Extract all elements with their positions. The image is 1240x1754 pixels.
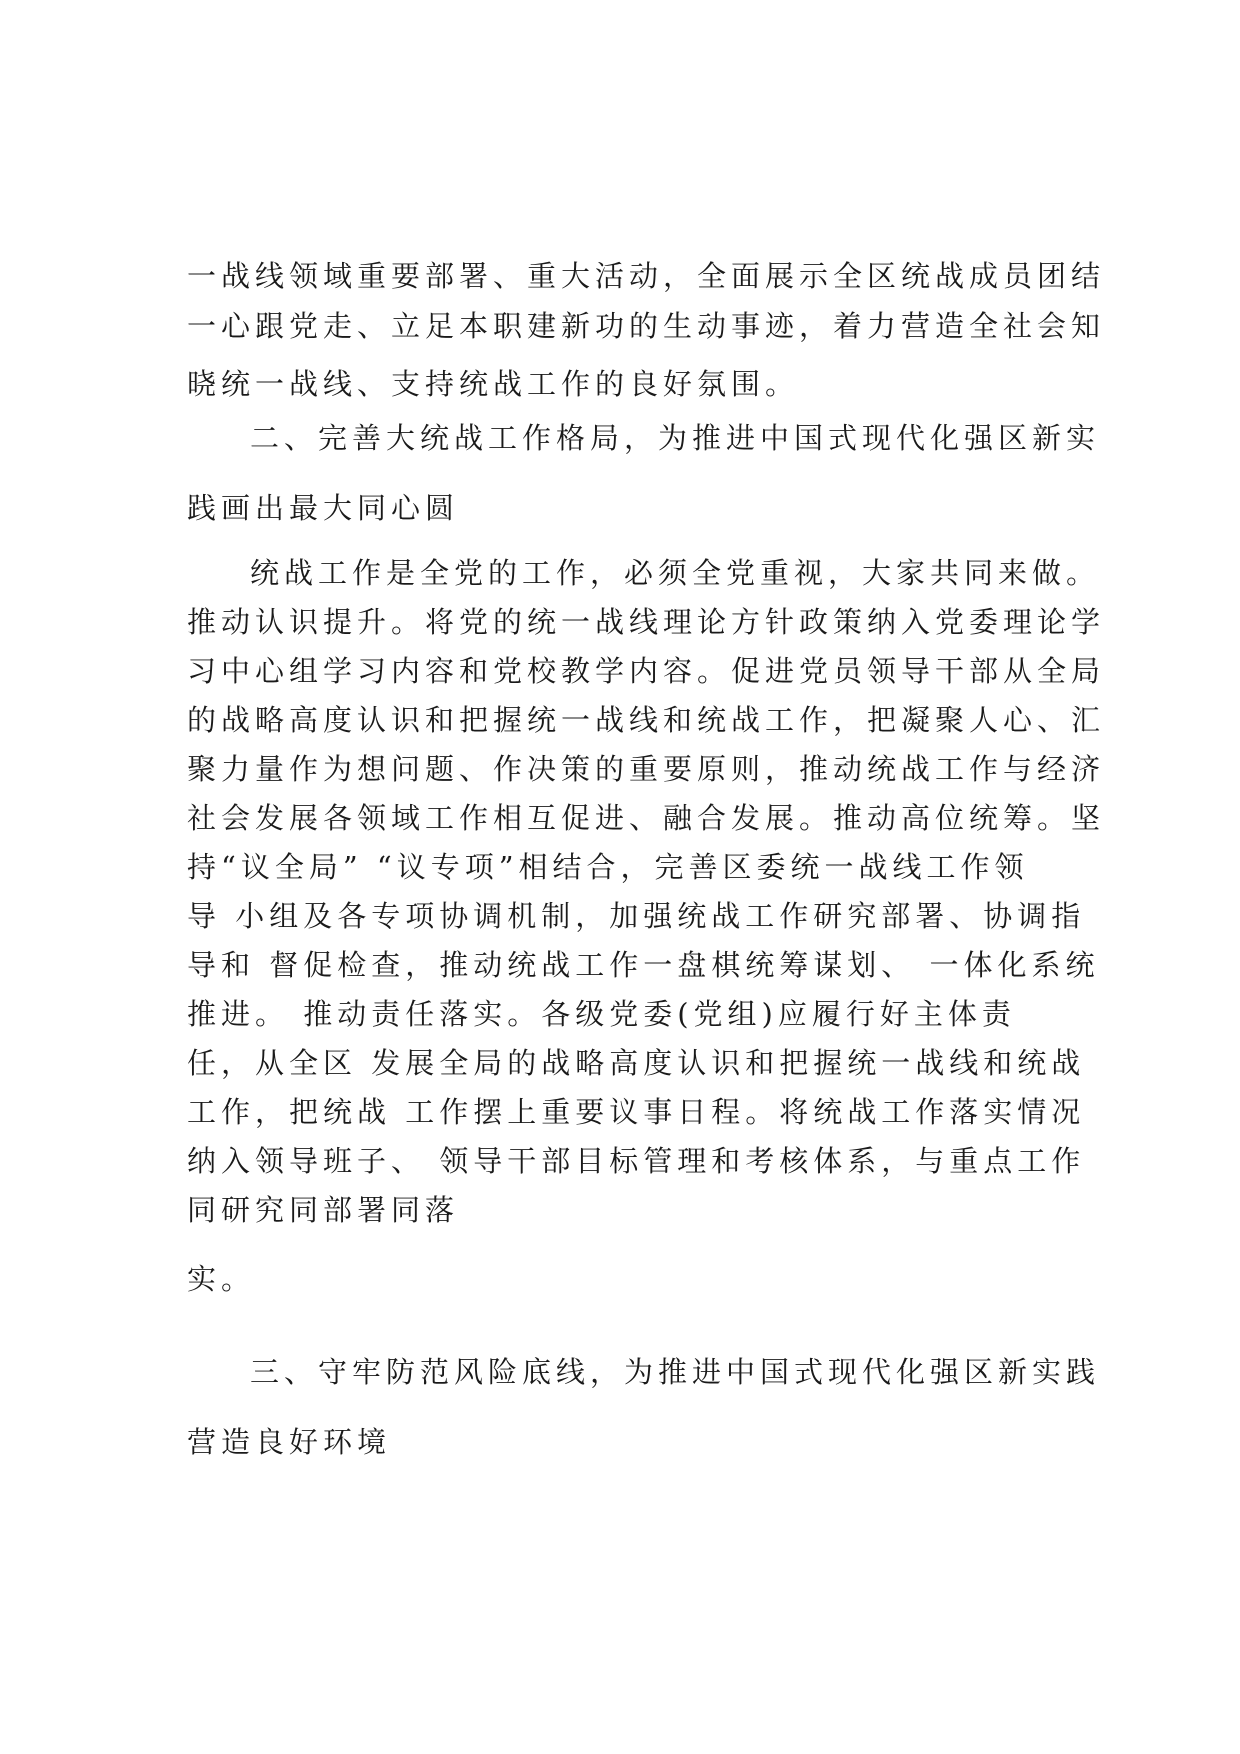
text-line: 同研究同部署同落	[187, 1193, 460, 1227]
paragraph-first-line: 统战工作是全党的工作，必须全党重视，大家共同来做。	[250, 556, 1101, 590]
text-line: 持“议全局” “议专项”相结合，完善区委统一战线工作领	[187, 850, 1029, 884]
text-line: 推动认识提升。将党的统一战线理论方针政策纳入党委理论学	[187, 605, 1106, 639]
text-line: 一战线领域重要部署、重大活动，全面展示全区统战成员团结	[187, 259, 1106, 293]
text-line: 的战略高度认识和把握统一战线和统战工作，把凝聚人心、汇	[187, 703, 1106, 737]
text-line: 实。	[187, 1262, 256, 1296]
text-line: 导和 督促检查，推动统战工作一盘棋统筹谋划、 一体化系统	[187, 948, 1100, 982]
text-line: 推进。 推动责任落实。各级党委(党组)应履行好主体责	[187, 997, 1016, 1031]
text-line: 聚力量作为想问题、作决策的重要原则，推动统战工作与经济	[187, 752, 1106, 786]
section-heading: 三、守牢防范风险底线，为推进中国式现代化强区新实践	[250, 1355, 1101, 1389]
text-line: 社会发展各领域工作相互促进、融合发展。推动高位统筹。坚	[187, 801, 1106, 835]
section-heading-continuation: 营造良好环境	[187, 1425, 392, 1459]
text-line: 一心跟党走、立足本职建新功的生动事迹，着力营造全社会知	[187, 309, 1106, 343]
text-line: 习中心组学习内容和党校教学内容。促进党员领导干部从全局	[187, 654, 1106, 688]
text-line: 晓统一战线、支持统战工作的良好氛围。	[187, 367, 800, 401]
section-heading-continuation: 践画出最大同心圆	[187, 491, 460, 525]
text-line: 任，从全区 发展全局的战略高度认识和把握统一战线和统战	[187, 1046, 1086, 1080]
section-heading: 二、完善大统战工作格局，为推进中国式现代化强区新实	[250, 421, 1101, 455]
text-line: 导 小组及各专项协调机制，加强统战工作研究部署、协调指	[187, 899, 1086, 933]
text-line: 纳入领导班子、 领导干部目标管理和考核体系，与重点工作	[187, 1144, 1086, 1178]
text-line: 工作，把统战 工作摆上重要议事日程。将统战工作落实情况	[187, 1095, 1086, 1129]
